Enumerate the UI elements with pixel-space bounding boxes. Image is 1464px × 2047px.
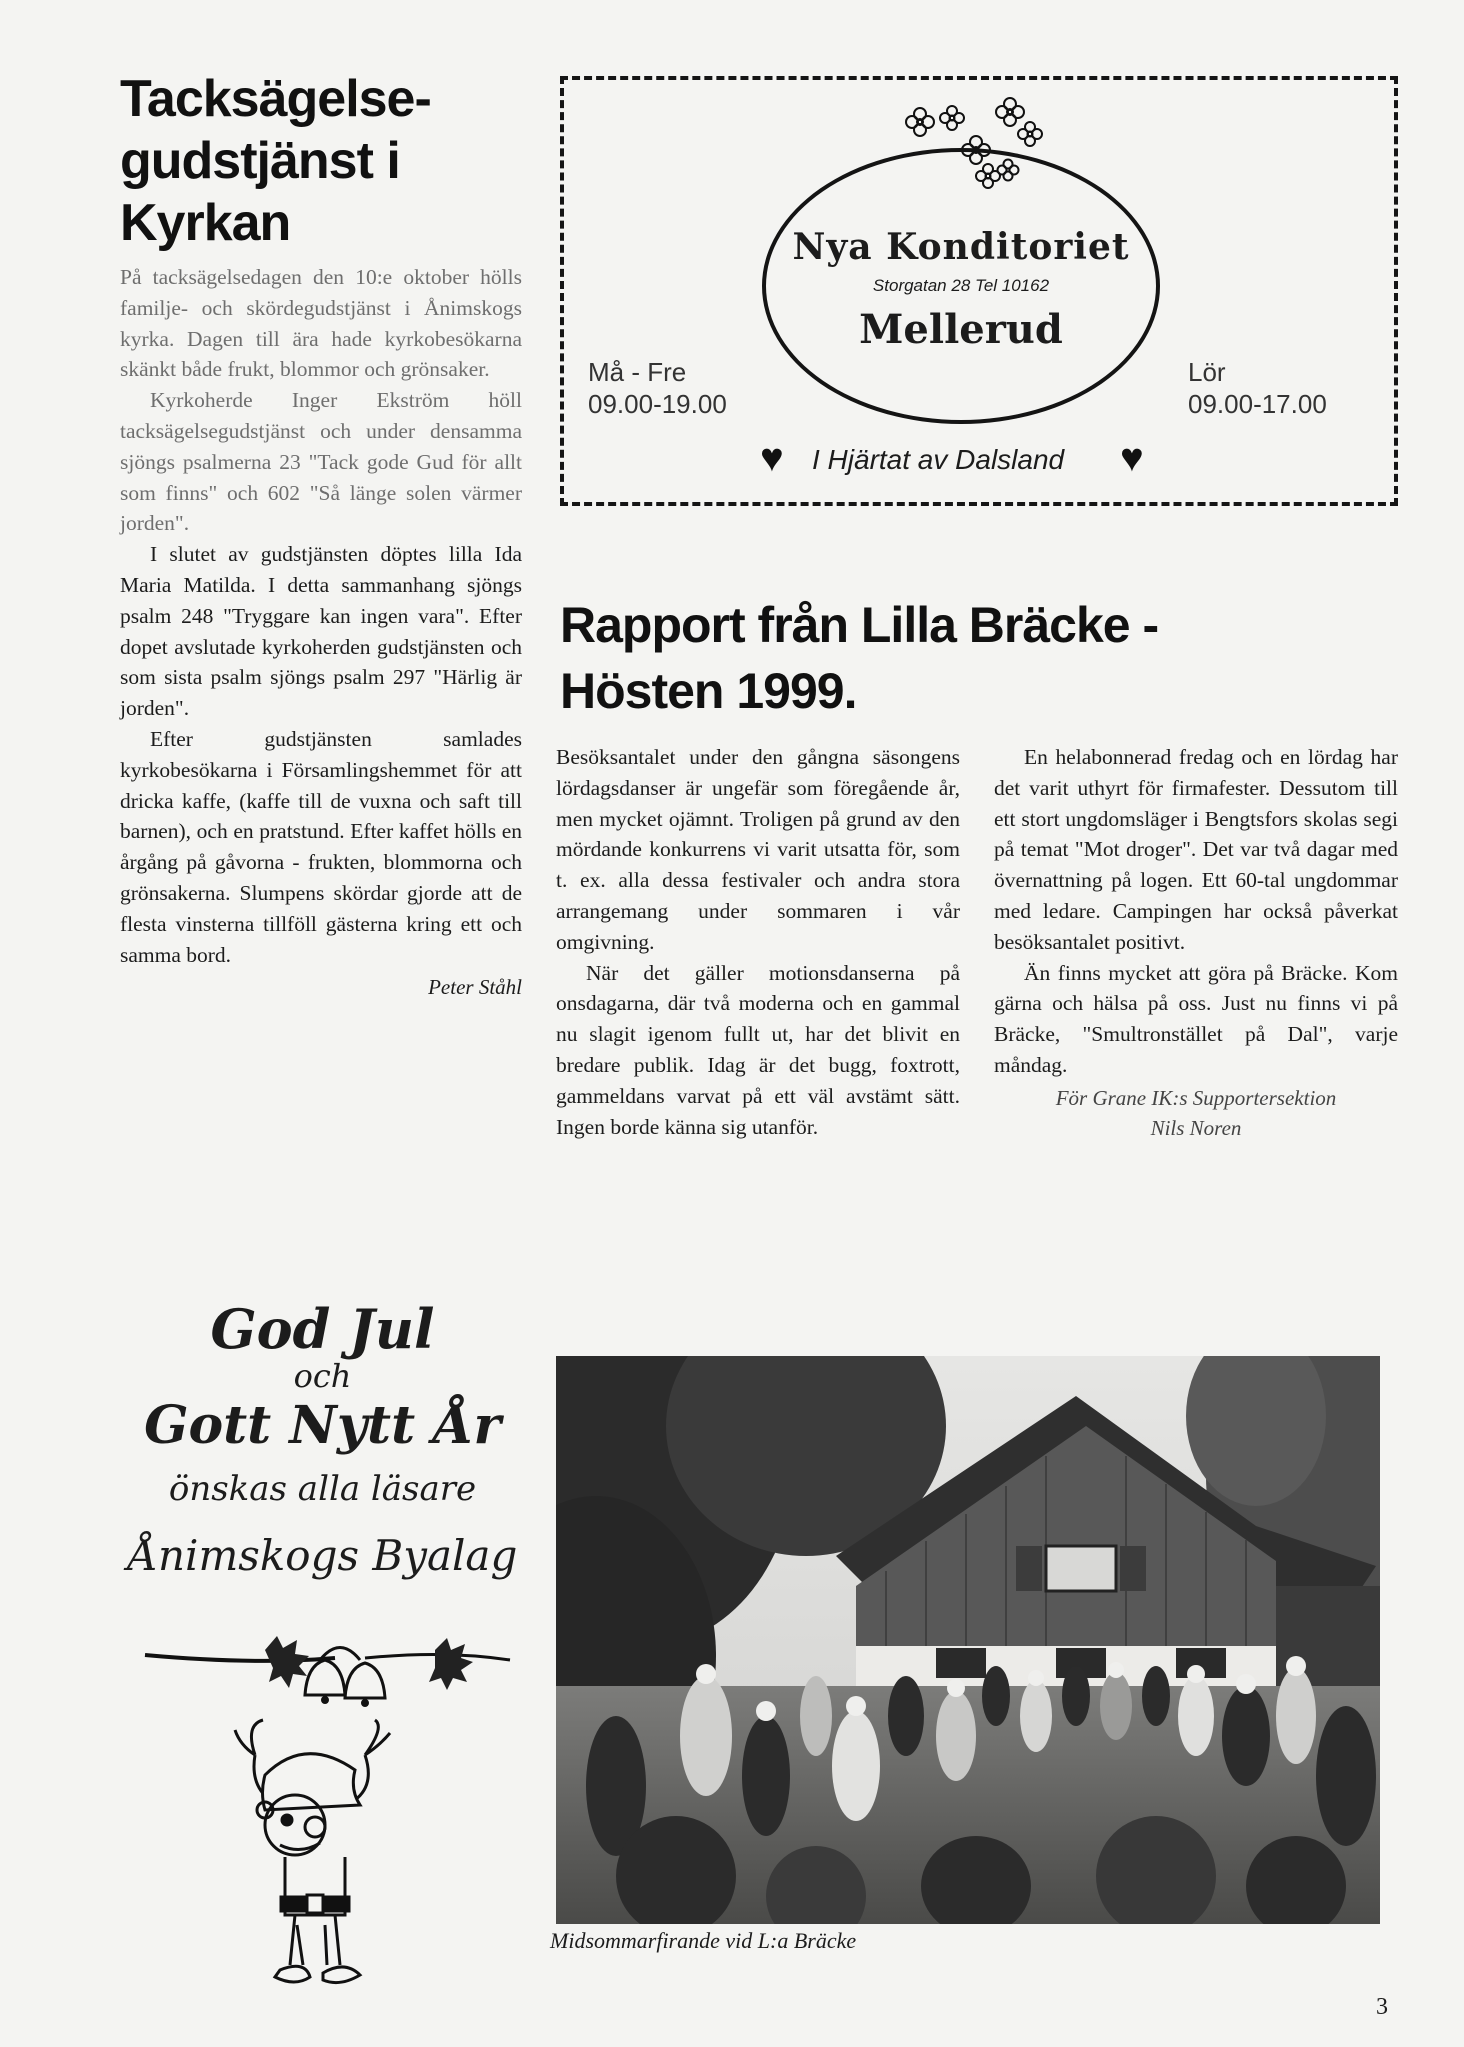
article-paragraph: Kyrkoherde Inger Ekström höll tacksägelsegudstjänst och under densamma sjöngs psalmerna 23 "Tack gode Gud för allt som finns" och 602 "Så länge solen värmer jorden". <box>120 388 522 536</box>
article-paragraph: Efter gudstjänsten samlades kyrkobesökarna i Församlingshemmet för att dricka kaffe, (kaffe till de vuxna och saft till barnen), och en pratstund. Efter kaffet hölls en årgång på gåvorna - frukten, blommorna och grönsakerna. Slumpens skördar gjorde att de flesta vinsterna tillföll gästerna kring ett och samma bord. <box>120 726 522 967</box>
article-author: Peter Ståhl <box>428 975 522 1000</box>
bakery-town: Mellerud <box>859 306 1063 353</box>
left-title-line: gudstjänst i <box>120 132 400 190</box>
weekday-label: Må - Fre <box>588 357 687 387</box>
signature-line: För Grane IK:s Supportersektion <box>1055 1085 1337 1110</box>
heart-icon: ♥ <box>760 435 784 480</box>
article-signature <box>994 1083 1398 1143</box>
saturday-time: 09.00-17.00 <box>1188 389 1327 419</box>
right-article-title <box>560 592 1360 724</box>
signature-line: Nils Noren <box>1150 1115 1242 1140</box>
saturday-label: Lör <box>1188 357 1226 387</box>
bells-holly-icon <box>135 1620 515 1710</box>
weekday-time: 09.00-19.00 <box>588 389 727 419</box>
bakery-name: Nya Konditoriet <box>792 226 1130 268</box>
photo-caption: Midsommarfirande vid L:a Bräcke <box>550 1928 857 1953</box>
left-title-line: Kyrkan <box>120 194 291 252</box>
greeting-line: Gott Nytt År <box>144 1395 501 1456</box>
article-paragraph: Besöksantalet under den gångna säsongens lördagsdanser är ungefär som föregående år, men mycket ojämnt. Troligen på grund av den mördande konkurrens vi varit utsatta för, som t. ex. alla dessa festivaler och andra stora arrangemang under sommaren i vår omgivning. <box>556 745 960 954</box>
christmas-greeting <box>125 1297 520 1592</box>
article-paragraph: På tacksägelsedagen den 10:e oktober hölls familje- och skördegudstjänst i Ånimskogs kyrka. Dagen till ära hade kyrkobesökarna skänkt både frukt, blommor och grönsaker. <box>120 265 522 382</box>
article-paragraph: Än finns mycket att göra på Bräcke. Kom gärna och hälsa på oss. Just nu finns vi på Bräcke, "Smultronstället på Dal", varje måndag. <box>994 960 1398 1077</box>
heart-icon: ♥ <box>1120 435 1144 480</box>
greeting-line: och <box>293 1357 352 1395</box>
right-article-column-2 <box>994 742 1398 1143</box>
elf-illustration <box>225 1715 405 2005</box>
page-number: 3 <box>1376 1994 1388 2020</box>
greeting-line: Ånimskogs Byalag <box>127 1531 518 1580</box>
left-article-body <box>120 262 522 1003</box>
greeting-line: God Jul <box>210 1297 435 1361</box>
left-article-title <box>120 68 540 254</box>
bakery-slogan: I Hjärtat av Dalsland <box>812 444 1065 475</box>
right-article-column-1 <box>556 742 960 1142</box>
bakery-address: Storgatan 28 Tel 10162 <box>872 276 1050 295</box>
article-paragraph: När det gäller motionsdanserna på onsdagarna, där två moderna och en gammal nu slagit igenom fullt ut, har det blivit en bredare publik. Idag är det bugg, foxtrott, gammeldans varvat på ett väl avstämt sätt. Ingen borde känna sig utanför. <box>556 960 960 1139</box>
greeting-line: önskas alla läsare <box>168 1469 477 1509</box>
left-title-line: Tacksägelse- <box>120 70 431 128</box>
weekday-hours <box>588 356 727 420</box>
article-paragraph: En helabonnerad fredag och en lördag har det varit uthyrt för firmafester. Dessutom till ett stort ungdomsläger i Bengtsfors skolas segi på temat "Mot droger". Det var två dagar med övernattning på logen. Ett 60-tal ungdommar med ledare. Campingen har också påverkat besöksantalet positivt. <box>994 745 1398 954</box>
article-paragraph: I slutet av gudstjänsten döptes lilla Ida Maria Matilda. I detta sammanhang sjöngs psalm 248 "Tryggare kan ingen vara". Efter dopet avslutade kyrkoherden gudstjänsten och som sista psalm sjöngs psalm 297 "Härlig är jorden". <box>120 542 522 721</box>
saturday-hours <box>1188 356 1327 420</box>
right-title-line: Rapport från Lilla Bräcke - <box>560 597 1159 653</box>
midsummer-photo <box>556 1356 1380 1924</box>
right-title-line: Hösten 1999. <box>560 663 857 719</box>
